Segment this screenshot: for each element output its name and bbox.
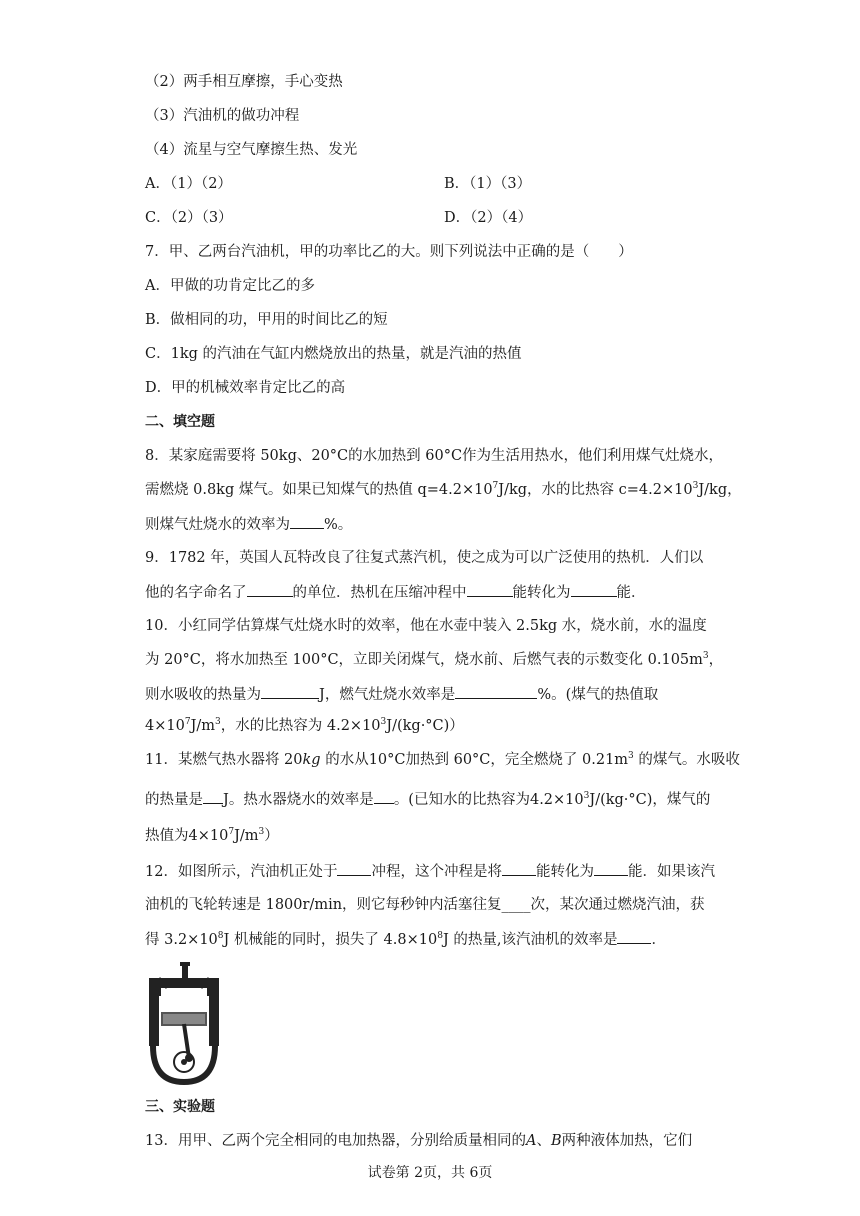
- q8-line-3: 则煤气灶烧水的效率为 %。: [145, 514, 352, 535]
- q11-line-3: 热值为$4\times 10^7J/m^3$）: [145, 827, 279, 844]
- q9-line-1: 9．1782 年，英国人瓦特改良了往复式蒸汽机，使之成为可以广泛使用的热机．人们以: [145, 550, 704, 566]
- q6-option-d: D．（2）（4）: [444, 210, 533, 226]
- q9-line-2: 他的名字命名了 的单位．热机在压缩冲程中 能转化为 能．: [145, 582, 646, 603]
- q11-line-2: 的热量是 J。热水器烧水的效率是 。(已知水的比热容为$4.2\times 10^3J/(kg\cdot^\circ C)$，煤气的: [145, 789, 710, 810]
- q7-option-c: C．1kg 的汽油在气缸内燃烧放出的热量，就是汽油的热值: [145, 346, 522, 362]
- q9-blank-2[interactable]: [467, 582, 513, 597]
- q9-blank-1[interactable]: [247, 582, 293, 597]
- q7-option-a: A．甲做的功肯定比乙的多: [145, 278, 315, 294]
- q10-line-3: 则水吸收的热量为 J，燃气灶烧水效率是 %。(煤气的热值取: [145, 684, 658, 705]
- q10-line-4: $4\times 10^7J/m^3$，水的比热容为 $4.2\times 10^3J/(kg\cdot^\circ C)$）: [145, 717, 464, 734]
- q6-option-c: C．（2）（3）: [145, 210, 233, 226]
- q7-option-b: B．做相同的功，甲用的时间比乙的短: [145, 312, 388, 328]
- q12-blank-2[interactable]: [502, 861, 536, 876]
- q10-line-2: 为 20°C，将水加热至 100°C，立即关闭煤气，烧水前、后燃气表的示数变化 $0.105m^3$，: [145, 651, 724, 668]
- q6-item-4: （4）流星与空气摩擦生热、发光: [145, 142, 358, 158]
- q12-blank-5[interactable]: [617, 929, 651, 944]
- page-footer: 试卷第 2页，共 6页: [367, 1165, 493, 1181]
- q11-line-1: 11．某燃气热水器将 20kg 的水从10°C加热到 60°C，完全燃烧了 $0.21m^3$ 的煤气。水吸收: [145, 751, 740, 768]
- q6-option-a: A．（1）（2）: [145, 176, 232, 192]
- q7-option-d: D．甲的机械效率肯定比乙的高: [145, 380, 346, 396]
- q10-blank-2[interactable]: [455, 684, 537, 699]
- q11-blank-1[interactable]: [203, 789, 223, 804]
- q8-line-1: 8．某家庭需要将 50kg、20°C的水加热到 60°C作为生活用热水，他们利用煤气灶烧水，: [145, 448, 724, 464]
- section-title-experiment: 三、实验题: [145, 1099, 215, 1115]
- q6-item-2: （2）两手相互摩擦，手心变热: [145, 74, 343, 90]
- q6-item-3: （3）汽油机的做功冲程: [145, 108, 300, 124]
- q13-line-1: 13．用甲、乙两个完全相同的电加热器，分别给质量相同的A、B两种液体加热，它们: [145, 1133, 693, 1149]
- q9-blank-3[interactable]: [571, 582, 617, 597]
- q7-stem: 7．甲、乙两台汽油机，甲的功率比乙的大。则下列说法中正确的是（ ）: [145, 244, 633, 260]
- q6-option-b: B．（1）（3）: [444, 176, 532, 192]
- q12-line-2: 油机的飞轮转速是 1800r/min，则它每秒钟内活塞往复____次，某次通过燃烧汽油，获: [145, 897, 705, 913]
- q12-blank-3[interactable]: [594, 861, 628, 876]
- q11-blank-2[interactable]: [374, 789, 394, 804]
- q10-blank-1[interactable]: [261, 684, 319, 699]
- section-title-fill-in: 二、填空题: [145, 414, 215, 430]
- q8-line-2: 需燃烧 0.8kg 煤气。如果已知煤气的热值 $q=4.2\times 10^7J/kg$，水的比热容 $c=4.2\times 10^3J/kg$，: [145, 481, 742, 498]
- engine-cylinder-figure: [145, 958, 223, 1086]
- q12-line-1: 12．如图所示，汽油机正处于 冲程，这个冲程是将 能转化为 能．如果该汽: [145, 861, 715, 882]
- q12-blank-1[interactable]: [337, 861, 371, 876]
- q12-line-3: 得 $3.2\times 10^8J$ 机械能的同时，损失了 $4.8\times 10^8J$ 的热量,该汽油机的效率是 ．: [145, 929, 666, 950]
- q8-answer-blank[interactable]: [290, 514, 324, 529]
- q10-line-1: 10．小红同学估算煤气灶烧水时的效率，他在水壶中装入 2.5kg 水，烧水前，水的温度: [145, 618, 707, 634]
